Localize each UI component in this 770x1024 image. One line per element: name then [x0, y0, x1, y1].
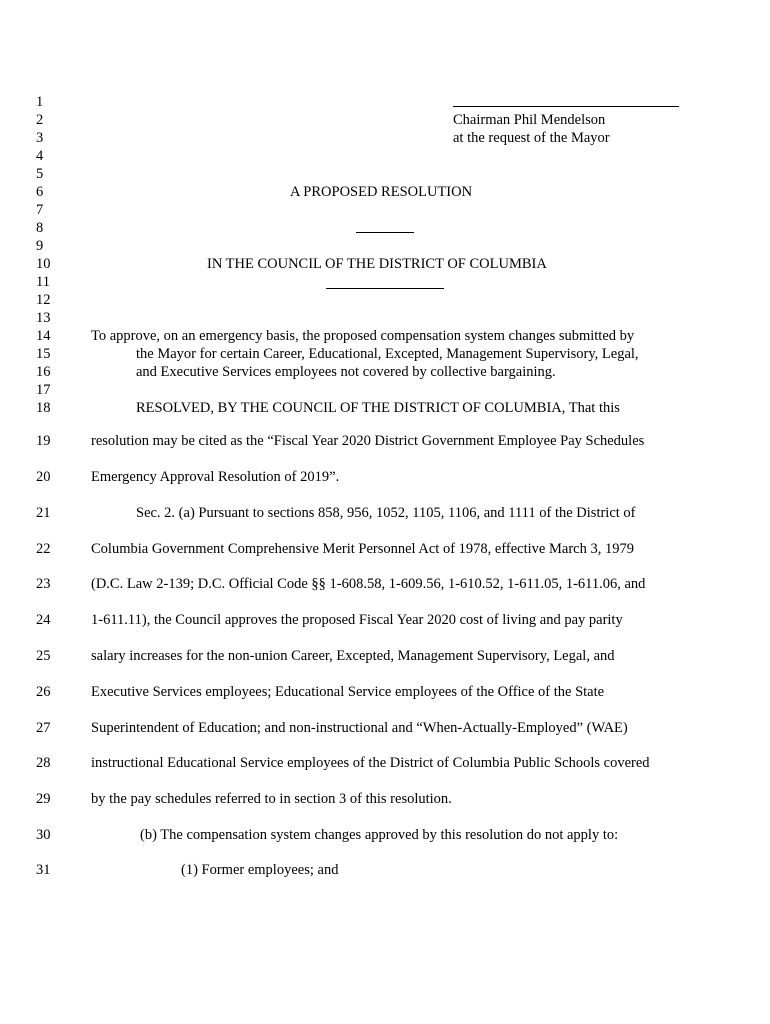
summary-line: and Executive Services employees not covered by collective bargaining. [136, 364, 556, 380]
body-line: Emergency Approval Resolution of 2019”. [91, 469, 340, 485]
body-line: Superintendent of Education; and non-instructional and “When-Actually-Employed” (WAE) [91, 720, 628, 736]
line-number: 13 [36, 310, 51, 326]
summary-line: To approve, on an emergency basis, the proposed compensation system changes submitted by [91, 328, 635, 344]
body-line: Columbia Government Comprehensive Merit Personnel Act of 1978, effective March 3, 1979 [91, 541, 634, 557]
line-number: 24 [36, 612, 51, 628]
line-number: 26 [36, 684, 51, 700]
body-line: by the pay schedules referred to in section 3 of this resolution. [91, 791, 452, 807]
summary-line: the Mayor for certain Career, Educational, Excepted, Management Supervisory, Legal, [136, 346, 639, 362]
line-number: 4 [36, 148, 44, 164]
line-number: 18 [36, 400, 51, 416]
line-number: 5 [36, 166, 44, 182]
line-number: 2 [36, 112, 44, 128]
body-line: salary increases for the non-union Career, Excepted, Management Supervisory, Legal, and [91, 648, 615, 664]
line-number: 21 [36, 505, 51, 521]
body-line: Sec. 2. (a) Pursuant to sections 858, 956, 1052, 1105, 1106, and 1111 of the District of [136, 505, 636, 521]
resolution-title: A PROPOSED RESOLUTION [290, 184, 473, 200]
line-number: 6 [36, 184, 44, 200]
signature-line [453, 106, 679, 107]
body-line: RESOLVED, BY THE COUNCIL OF THE DISTRICT OF COLUMBIA, That this [136, 400, 620, 416]
line-number: 23 [36, 576, 51, 592]
line-number: 14 [36, 328, 51, 344]
sponsor-name: Chairman Phil Mendelson [453, 112, 606, 128]
title-rule [356, 232, 414, 233]
line-number: 27 [36, 720, 51, 736]
body-line: (1) Former employees; and [181, 862, 339, 878]
line-number: 16 [36, 364, 51, 380]
body-line: (D.C. Law 2-139; D.C. Official Code §§ 1-608.58, 1-609.56, 1-610.52, 1-611.05, 1-611.06, and [91, 576, 646, 592]
line-number: 17 [36, 382, 51, 398]
line-number: 3 [36, 130, 44, 146]
council-rule [326, 288, 444, 289]
line-number: 31 [36, 862, 51, 878]
body-line: Executive Services employees; Educational Service employees of the Office of the State [91, 684, 605, 700]
line-number: 7 [36, 202, 44, 218]
line-number: 25 [36, 648, 51, 664]
line-number: 12 [36, 292, 51, 308]
body-line: instructional Educational Service employees of the District of Columbia Public Schools covered [91, 755, 650, 771]
line-number: 30 [36, 827, 51, 843]
line-number: 20 [36, 469, 51, 485]
line-number: 11 [36, 274, 50, 290]
body-line: 1-611.11), the Council approves the proposed Fiscal Year 2020 cost of living and pay parity [91, 612, 623, 628]
line-number: 29 [36, 791, 51, 807]
line-number: 9 [36, 238, 44, 254]
line-number: 8 [36, 220, 44, 236]
line-number: 15 [36, 346, 51, 362]
line-number: 10 [36, 256, 51, 272]
body-line: (b) The compensation system changes approved by this resolution do not apply to: [140, 827, 619, 843]
line-number: 28 [36, 755, 51, 771]
line-number: 22 [36, 541, 51, 557]
sponsor-request: at the request of the Mayor [453, 130, 610, 146]
council-heading: IN THE COUNCIL OF THE DISTRICT OF COLUMBIA [207, 256, 547, 272]
line-number: 1 [36, 94, 44, 110]
body-line: resolution may be cited as the “Fiscal Year 2020 District Government Employee Pay Schedules [91, 433, 645, 449]
line-number: 19 [36, 433, 51, 449]
